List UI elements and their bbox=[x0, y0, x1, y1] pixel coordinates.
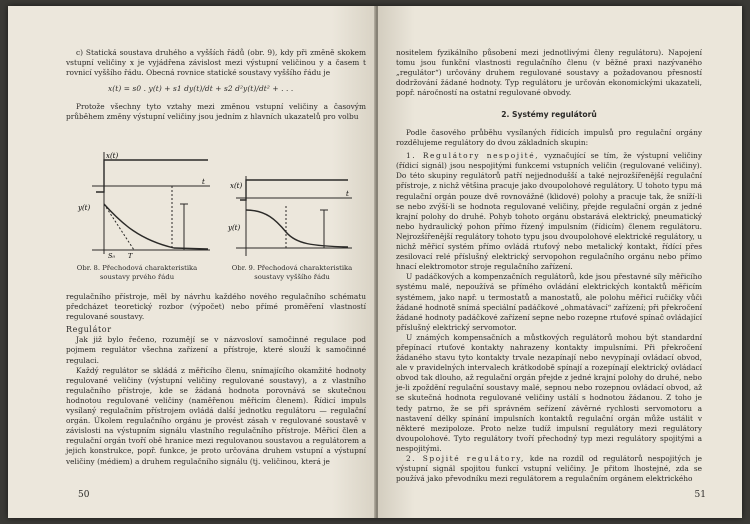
fig9-label-t: t bbox=[346, 190, 349, 198]
page-number-right: 51 bbox=[694, 490, 706, 500]
paragraph-item-2 bbox=[396, 454, 702, 484]
paragraph-regulator-design: regulačního přístroje, měl by návrhu každého nového regulačního schématu předcházet teoretický rozbor (výpočet) nebo přímé proměření vlastností regulované soustavy. bbox=[66, 292, 366, 322]
item-2-text: kde na rozdíl od regulátorů nespojitých je výstupní signál spojitou funkcí vstupní veličiny. Je přitom lhostejné, zda se používá jako převodníku mezi regulátorem a regulačním orgánem elektrického bbox=[396, 454, 702, 484]
left-paragraph-top bbox=[66, 48, 366, 78]
paragraph-carrier: nositelem fyzikálního působení mezi jednotlivými členy regulátoru). Napojení tomu jsou funkční vlastnosti regulačního členu (v běžné praxi nazývaného „regulátor“) určovány druhem regulované soustavy a požadovanou přesností dodržování žádané hodnoty. Typ regulátoru je určován ekonomickými ukazateli, popř. náročností na ostatní regulované obvody. bbox=[396, 48, 702, 98]
paragraph-item-1b: U padáčkových a kompenzačních regulátorů, kde jsou přestavné síly měřicího systému malé, nepoužívá se přímého ovládání elektrických kontaktů měřicím systémem, jako např. u termostatů a manostatů, ale polohu měřicí ručičky vůči žádané hodnotě snímá speciální padáčkové „ohmatávací“ zařízení; při překročení žádané hodnoty padáčkové zařízení sepne nebo rozepne rtuťové spínač ovládající příslušný elektrický servomotor. bbox=[396, 272, 702, 332]
item-2-title: 2. Spojité regulátory, bbox=[406, 454, 525, 463]
page-number-left: 50 bbox=[78, 490, 90, 500]
fig8-response-curve bbox=[104, 204, 208, 249]
open-book bbox=[8, 6, 742, 518]
section-heading-systems: 2. Systémy regulátorů bbox=[501, 110, 597, 119]
fig8-label-yt: y(t) bbox=[78, 204, 91, 212]
fig9-step-input bbox=[240, 180, 348, 200]
fig9-response-curve bbox=[246, 210, 348, 247]
fig9-label-xt: x(t) bbox=[230, 182, 243, 190]
item-1-text: vyznačující se tím, že výstupní veličiny (řídicí signál) jsou nespojitými funkcemi vstupních veličin (regulované veličiny). Do této skupiny regulátorů patří nejjednodušší a také nejrozšířenější regulační přístroje, z nichž většina pracuje jako dvoupolohové regulátory. U tohoto typu má regulační orgán pouze dvě rovnovážné (klidové) polohy a pracuje tak, že sníží-li se nebo zvýší-li se hodnota regulované veličiny, přejde regulační orgán z jedné krajní polohy do druhé. Pohyb tohoto orgánu obstarává elektrický, pneumatický nebo hydraulický pohon přímo řízený impulsním (řídicím) členem regulátoru. Nejrozšířenější regulátory tohoto typu jsou dvoupolohové elektrické regulátory, u nichž měřicí systém přímo ovládá rtuťový nebo metalický kontakt, řídící přes zesilovací relé příslušný elektrický servopohon regulačního orgánu nebo přímo hnací elektromotor stroje regulačního zařízení. bbox=[396, 151, 702, 272]
right-paragraph-top bbox=[396, 48, 702, 98]
paragraph-regulator-definition: Jak již bylo řečeno, rozumějí se v názvosloví samočinné regulace pod pojmem regulátor všechna zařízení a přístroje, které slouží k samočinné regulaci. bbox=[66, 335, 366, 365]
figure-8-caption: Obr. 8. Přechodová charakteristika soustavy prvého řádu bbox=[76, 264, 198, 281]
paragraph-static-system: c) Statická soustava druhého a vyšších řádů (obr. 9), kdy při změně skokem vstupní veličiny x je vyjádřena závislost mezi výstupní veličinou y a časem t rovnicí vyššího řádu. Obecná rovnice statické soustavy vyššího řádu je bbox=[66, 48, 366, 78]
paragraph-item-1 bbox=[396, 151, 702, 272]
section-title-regulator: Regulátor bbox=[66, 325, 112, 335]
left-page bbox=[8, 6, 376, 518]
left-paragraph-3 bbox=[66, 292, 366, 467]
figure-8 bbox=[74, 144, 214, 260]
fig8-label-t: t bbox=[202, 178, 205, 186]
paragraph-relations: Protože všechny tyto vztahy mezi změnou vstupní veličiny a časovým průběhem změny výstupní veličiny jsou jedním z hlavních ukazatelů pro volbu bbox=[66, 102, 366, 122]
fig9-label-yt: y(t) bbox=[228, 224, 241, 232]
fig8-tangent bbox=[104, 204, 134, 250]
figure-9-graph bbox=[226, 170, 356, 260]
item-1-title: 1. Regulátory nespojité, bbox=[406, 151, 540, 161]
left-paragraph-2 bbox=[66, 102, 366, 122]
paragraph-item-1c: U známých kompensačních a můstkových regulátorů mohou být standardní přepínací rtuťové kontakty nahrazeny kontakty impulsními. Při překročení žádaného stavu tyto kontakty trvale nezapínají nebo nevypínají ovládací obvod, ale v pravidelných intervalech krátkodobě spínají a rozepínají elektrický ovládací obvod tak dlouho, až regulační orgán přejde z jedné krajní polohy do druhé, nebo je-li zpoždění regulační soustavy malé, sepnou nebo rozepnou ovládací obvod, až se skutečná hodnota regulované veličiny ustálí s hodnotou žádanou. Z toho je tedy patrno, že se při správném seřízení závěrné rychlosti servomotoru a nastavení délky spínání impulsních kontaktů regulační orgán může ustálit v některé mezipoloze. Proto nelze tudíž impulsní regulátory mezi regulátory dvoupolohové. Tyto regulátory tvoří přechodný typ mezi regulátory spojitými a nespojitými. bbox=[396, 332, 702, 453]
figure-9-caption: Obr. 9. Přechodová charakteristika soustavy vyššího řádu bbox=[231, 264, 353, 281]
right-page bbox=[378, 6, 742, 518]
fig8-label-T: T bbox=[128, 252, 133, 260]
fig8-label-S0: S₀ bbox=[108, 252, 116, 260]
paragraph-groups: Podle časového průběhu vysílaných řídicích impulsů pro regulační orgány rozdělujeme regulátory do dvou základních skupin: bbox=[396, 128, 702, 148]
figure-8-graph bbox=[74, 144, 214, 260]
fig8-label-xt: x(t) bbox=[106, 152, 119, 160]
paragraph-regulator-parts: Každý regulátor se skládá z měřicího členu, snímajícího okamžité hodnoty regulované veličiny (výstupní veličiny regulované soustavy), a z vlastního regulačního přístroje, kde se žádaná hodnota porovnává se skutečnou hodnotou regulované veličiny (naměřenou měřicím členem). Řídicí impuls vysílaný regulačním přístrojem ovládá další jednotku regulátoru — regulační orgán. Úkolem regulačního orgánu je provést zásah v regulované soustavě v závislosti na výstupním signálu vlastního regulačního přístroje. Měřicí člen a regulační orgán tvoří obě hranice mezi regulovanou soustavou a regulátorem a jejich konstrukce, popř. funkce, je proto určována druhem vstupní a výstupní veličiny (médiem) a druhem regulačního signálu (tj. veličinou, která je bbox=[66, 365, 366, 466]
fig8-step-input bbox=[96, 160, 208, 192]
equation: x(t) = s0 . y(t) + s1 dy(t)/dt + s2 d²y(t)/dt² + . . . bbox=[108, 84, 294, 93]
figure-9 bbox=[226, 170, 356, 260]
right-body bbox=[396, 128, 702, 484]
